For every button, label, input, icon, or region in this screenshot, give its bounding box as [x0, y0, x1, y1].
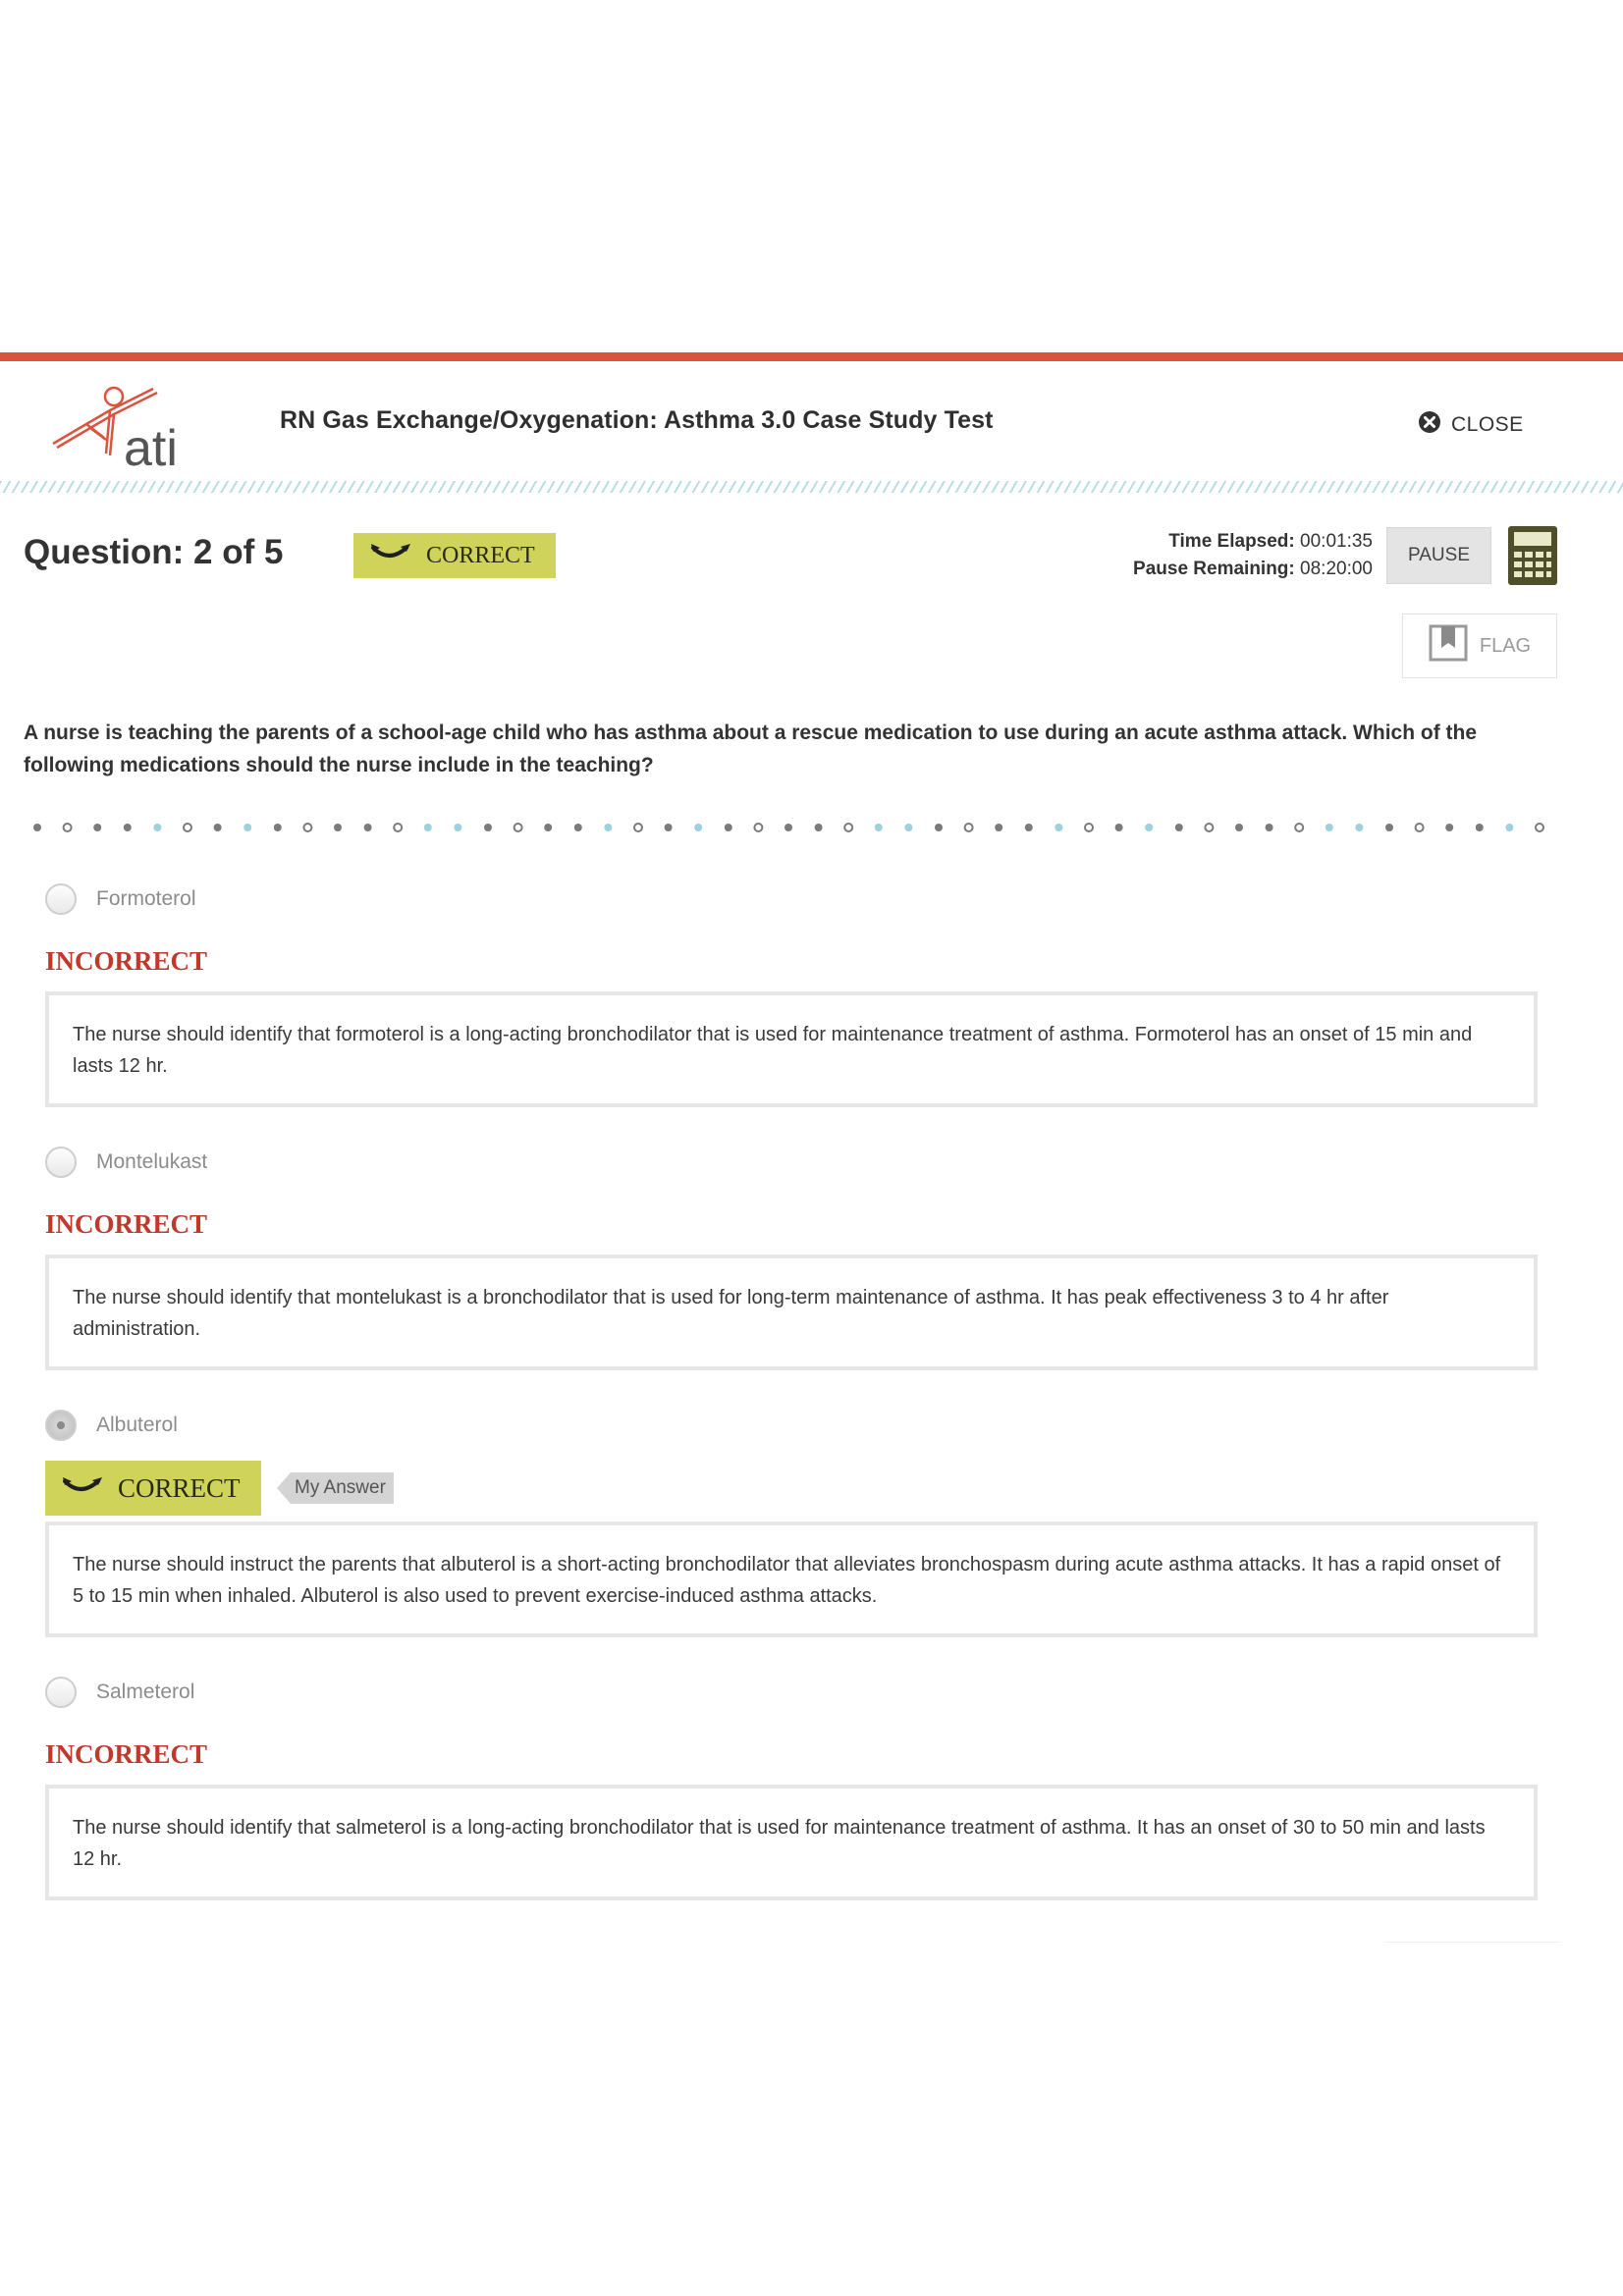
- header: [0, 361, 1623, 487]
- return-arrow-icon: [61, 1473, 104, 1504]
- divider-dot: [93, 824, 101, 831]
- option-label: Formoterol: [96, 887, 196, 910]
- svg-text:ati: ati: [124, 420, 178, 477]
- divider-dot: [1445, 824, 1453, 831]
- flag-label: FLAG: [1479, 634, 1532, 657]
- divider-dot: [1055, 824, 1062, 831]
- option-formoterol[interactable]: [45, 883, 196, 915]
- divider-dot: [1235, 824, 1243, 831]
- divider-dot: [214, 824, 222, 831]
- test-title: RN Gas Exchange/Oxygenation: Asthma 3.0 Case Study Test: [280, 406, 994, 434]
- result-badge: [353, 533, 556, 578]
- correct-badge: [45, 1461, 261, 1516]
- correct-badge-label: CORRECT: [118, 1472, 241, 1503]
- close-button[interactable]: [1418, 410, 1524, 439]
- question-text: A nurse is teaching the parents of a school-age child who has asthma about a rescue medication to use during an acute asthma attack. Which of the following medications should the nurse include in the teaching?: [24, 721, 1478, 776]
- result-badge-label: CORRECT: [426, 542, 535, 568]
- close-label: CLOSE: [1451, 412, 1524, 436]
- divider-dot: [454, 824, 461, 831]
- verdict-label: INCORRECT: [45, 1739, 208, 1769]
- divider-dot: [754, 824, 762, 831]
- radio-button[interactable]: [45, 1147, 77, 1178]
- divider-dot: [424, 824, 432, 831]
- divider-dot: [124, 824, 132, 831]
- divider-dot: [394, 824, 402, 831]
- radio-button[interactable]: [45, 1677, 77, 1708]
- divider-dot: [484, 824, 492, 831]
- option-label: Albuterol: [96, 1414, 178, 1436]
- explanation-box: The nurse should instruct the parents that albuterol is a short-acting bronchodilator that alleviates bronchospasm during acute asthma attacks. It has a rapid onset of 5 to 15 min when inhaled. Albuterol is also used to prevent exercise-induced asthma attacks.: [45, 1522, 1538, 1637]
- divider-dot: [995, 824, 1002, 831]
- tag-arrow: [277, 1472, 291, 1504]
- option-salmeterol[interactable]: [45, 1677, 194, 1708]
- option-albuterol[interactable]: [45, 1410, 178, 1441]
- divider-dot: [1536, 824, 1543, 831]
- divider-dot: [634, 824, 642, 831]
- divider-dot: [725, 824, 732, 831]
- divider-dot: [604, 824, 612, 831]
- top-accent-bar: [0, 352, 1623, 361]
- bookmark-flag-icon: [1429, 624, 1468, 667]
- pause-button[interactable]: PAUSE: [1386, 527, 1491, 584]
- divider-dot: [1295, 824, 1303, 831]
- time-elapsed-label: Time Elapsed:: [1168, 531, 1295, 552]
- divider-dot: [274, 824, 282, 831]
- dotted-divider: [29, 820, 1561, 835]
- return-arrow-icon: [369, 542, 412, 570]
- flag-button[interactable]: [1402, 614, 1557, 678]
- calculator-icon[interactable]: [1508, 526, 1557, 585]
- verdict-label: INCORRECT: [45, 1209, 208, 1239]
- divider-dot: [665, 824, 673, 831]
- divider-dot: [1025, 824, 1033, 831]
- verdict-label: INCORRECT: [45, 946, 208, 976]
- divider-dot: [303, 824, 311, 831]
- divider-dot: [334, 824, 342, 831]
- divider-dot: [694, 824, 702, 831]
- divider-dot: [815, 824, 823, 831]
- close-circle-icon: [1418, 410, 1441, 439]
- divider-dot: [1325, 824, 1333, 831]
- divider: [1384, 1942, 1561, 1943]
- divider-dot: [1385, 824, 1393, 831]
- divider-dot: [364, 824, 372, 831]
- option-label: Salmeterol: [96, 1681, 195, 1703]
- explanation-box: The nurse should identify that salmeterol is a long-acting bronchodilator that is used for maintenance treatment of asthma. It has an onset of 30 to 50 min and lasts 12 hr.: [45, 1785, 1538, 1900]
- divider-dot: [844, 824, 852, 831]
- timer: [1133, 528, 1373, 583]
- divider-dot: [1115, 824, 1123, 831]
- pause-remaining-value: 08:20:00: [1300, 559, 1373, 579]
- pause-remaining-label: Pause Remaining:: [1133, 559, 1295, 579]
- divider-dot: [1416, 824, 1424, 831]
- my-answer-tag: [277, 1472, 394, 1504]
- explanation-box: The nurse should identify that montelukast is a bronchodilator that is used for long-term maintenance of asthma. It has peak effectiveness 3 to 4 hr after administration.: [45, 1255, 1538, 1370]
- divider-dot: [875, 824, 883, 831]
- divider-dot: [184, 824, 191, 831]
- my-answer-label: My Answer: [291, 1472, 394, 1504]
- option-label: Montelukast: [96, 1150, 208, 1173]
- radio-button[interactable]: [45, 883, 77, 915]
- explanation-box: The nurse should identify that formoterol is a long-acting bronchodilator that is used for maintenance treatment of asthma. Formoterol has an onset of 15 min and lasts 12 hr.: [45, 991, 1538, 1107]
- time-elapsed-value: 00:01:35: [1300, 531, 1373, 552]
- divider-dot: [1266, 824, 1273, 831]
- divider-dot: [544, 824, 552, 831]
- divider-dot: [33, 824, 41, 831]
- header-divider: [0, 481, 1623, 493]
- radio-button-selected[interactable]: [45, 1410, 77, 1441]
- divider-dot: [514, 824, 522, 831]
- divider-dot: [153, 824, 161, 831]
- divider-dot: [784, 824, 792, 831]
- divider-dot: [965, 824, 973, 831]
- divider-dot: [904, 824, 912, 831]
- divider-dot: [1085, 824, 1093, 831]
- divider-dot: [64, 824, 72, 831]
- divider-dot: [1476, 824, 1484, 831]
- divider-dot: [1205, 824, 1213, 831]
- divider-dot: [574, 824, 582, 831]
- divider-dot: [1505, 824, 1513, 831]
- divider-dot: [243, 824, 251, 831]
- divider-dot: [1145, 824, 1153, 831]
- divider-dot: [1175, 824, 1183, 831]
- option-montelukast[interactable]: [45, 1147, 207, 1178]
- ati-logo: [47, 383, 204, 481]
- question-counter: Question: 2 of 5: [24, 533, 284, 571]
- divider-dot: [1355, 824, 1363, 831]
- divider-dot: [935, 824, 943, 831]
